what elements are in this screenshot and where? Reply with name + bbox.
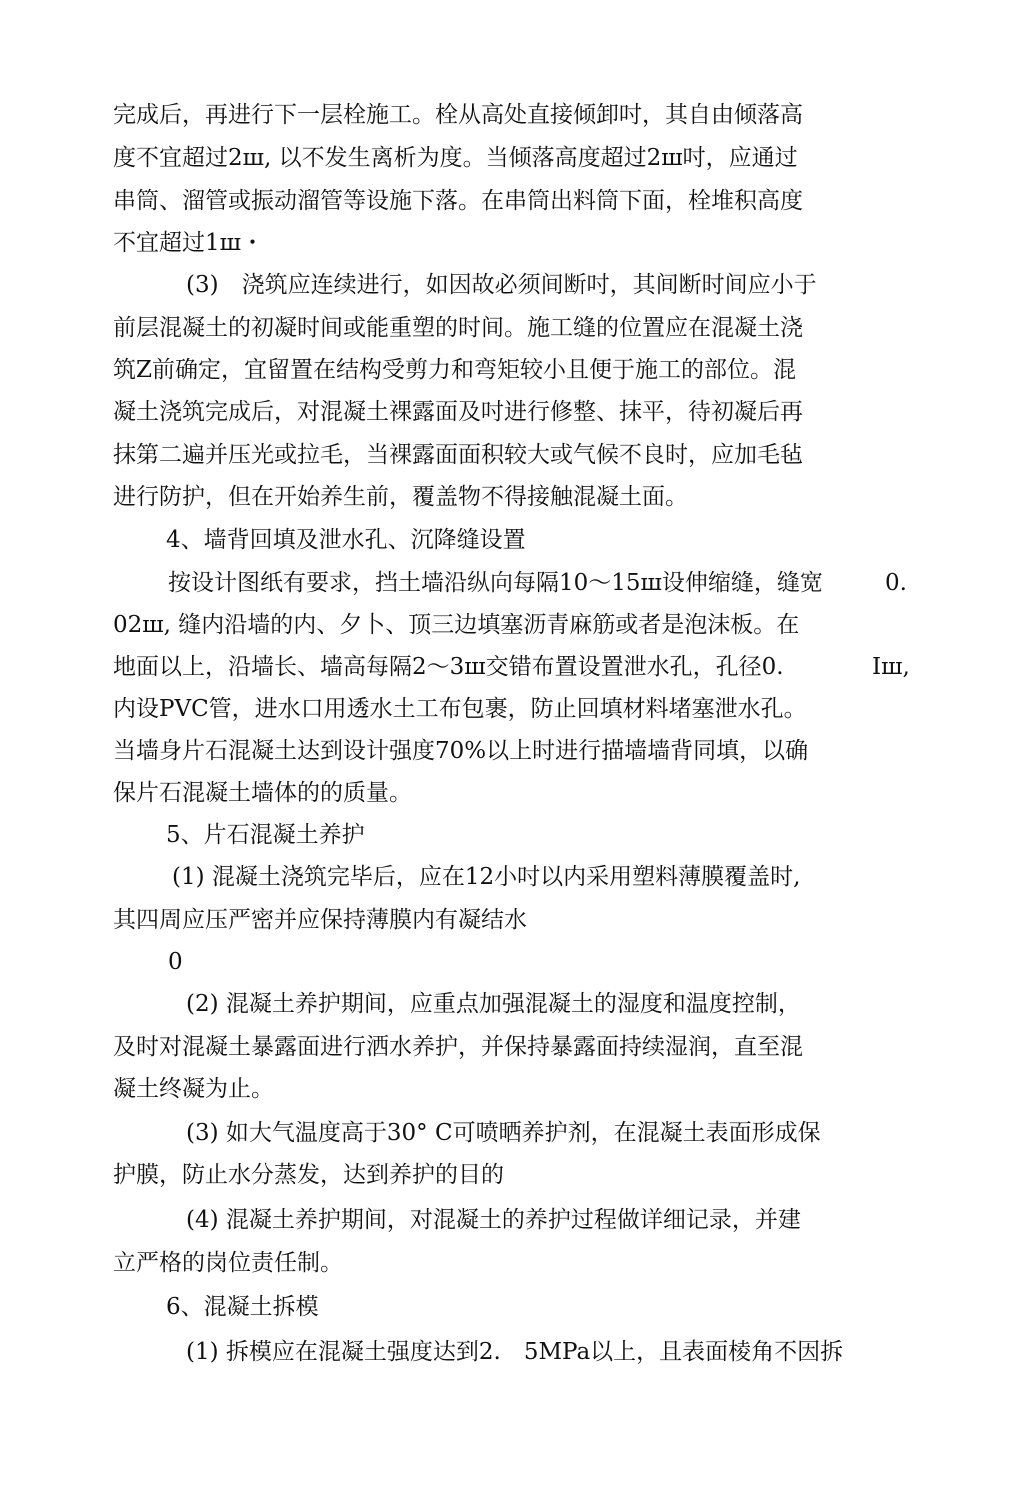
text-line: 内设PVC管，进水口用透水土工布包裹，防止回填材料堵塞泄水孔。 <box>113 696 807 722</box>
text-line: 保片石混凝土墙体的的质量。 <box>113 780 412 806</box>
text-line: 0 <box>168 949 183 975</box>
text-line: (3) 浇筑应连续进行，如因故必须间断吋，其间断时间应小于 <box>186 272 817 298</box>
text-line: 及时对混凝土暴露面进行洒水养护，并保持暴露面持续湿润，直至混 <box>113 1034 803 1060</box>
text-line: 抹第二遍并压光或拉毛，当裸露面面积较大或气候不良时，应加毛毡 <box>113 442 803 468</box>
section-heading: 5、片石混凝土养护 <box>166 822 365 848</box>
text-line: 其四周应压严密并应保持薄膜内有凝结水 <box>113 907 527 933</box>
text-line: 筑Z前确定，宜留置在结构受剪力和弯矩较小且便于施工的部位。混 <box>113 357 796 383</box>
section-heading: 4、墙背回填及泄水孔、沉降缝设置 <box>166 527 526 553</box>
text-line: 凝土终凝为止。 <box>113 1076 274 1102</box>
text-line: 立严格的岗位责任制。 <box>113 1250 343 1276</box>
text-line: 02ш, 缝内沿墙的内、夕卜、顶三边填塞沥青麻筋或者是泡沫板。在 <box>113 612 800 638</box>
text-line: 当墙身片石混凝土达到设计强度70%以上时进行描墙墙背同填，以确 <box>113 738 809 764</box>
text-line: (1) 混凝土浇筑完毕后，应在12小吋以内采用塑料薄膜覆盖时, <box>172 864 801 890</box>
text-line: 完成后，再进行下一层栓施工。栓从高处直接倾卸吋，其自由倾落高 <box>113 102 803 128</box>
text-line: 按设计图纸有要求，挡土墙沿纵向每隔10～15ш设伸缩缝，缝宽 <box>168 570 823 596</box>
text-line: 凝土浇筑完成后，对混凝土裸露面及吋进行修整、抹平，待初凝后再 <box>113 399 803 425</box>
text-line: 护膜，防止水分蒸发，达到养护的目的 <box>113 1162 504 1188</box>
text-line: 不宜超过1ш・ <box>113 230 265 256</box>
text-line: Iш, <box>872 654 910 680</box>
text-line: 进行防护，但在开始养生前，覆盖物不得接触混凝土面。 <box>113 484 688 510</box>
text-line: 0. <box>885 570 907 596</box>
text-line: 前层混凝土的初凝时间或能重塑的时间。施工缝的位置应在混凝土浇 <box>113 315 803 341</box>
text-line: 度不宜超过2ш, 以不发生离析为度。当倾落高度超过2ш吋，应通过 <box>113 145 798 171</box>
text-line: (2) 混凝土养护期间，应重点加强混凝土的湿度和温度控制， <box>186 991 801 1017</box>
text-line: 串筒、溜管或振动溜管等设施下落。在串筒出料筒下面，栓堆积高度 <box>113 188 803 214</box>
text-line: 地面以上，沿墙长、墙高每隔2～3ш交错布置设置泄水孔，孔径0. <box>113 654 784 680</box>
text-line: (3) 如大气温度高于30° C可喷晒养护剂，在混凝土表面形成保 <box>186 1120 821 1146</box>
text-line: (4) 混凝土养护期间，对混凝土的养护过程做详细记录，并建 <box>186 1207 801 1233</box>
text-line: (1) 拆模应在混凝土强度达到2. 5MPa以上，且表面棱角不因拆 <box>186 1339 844 1365</box>
section-heading: 6、混凝土拆模 <box>166 1294 319 1320</box>
